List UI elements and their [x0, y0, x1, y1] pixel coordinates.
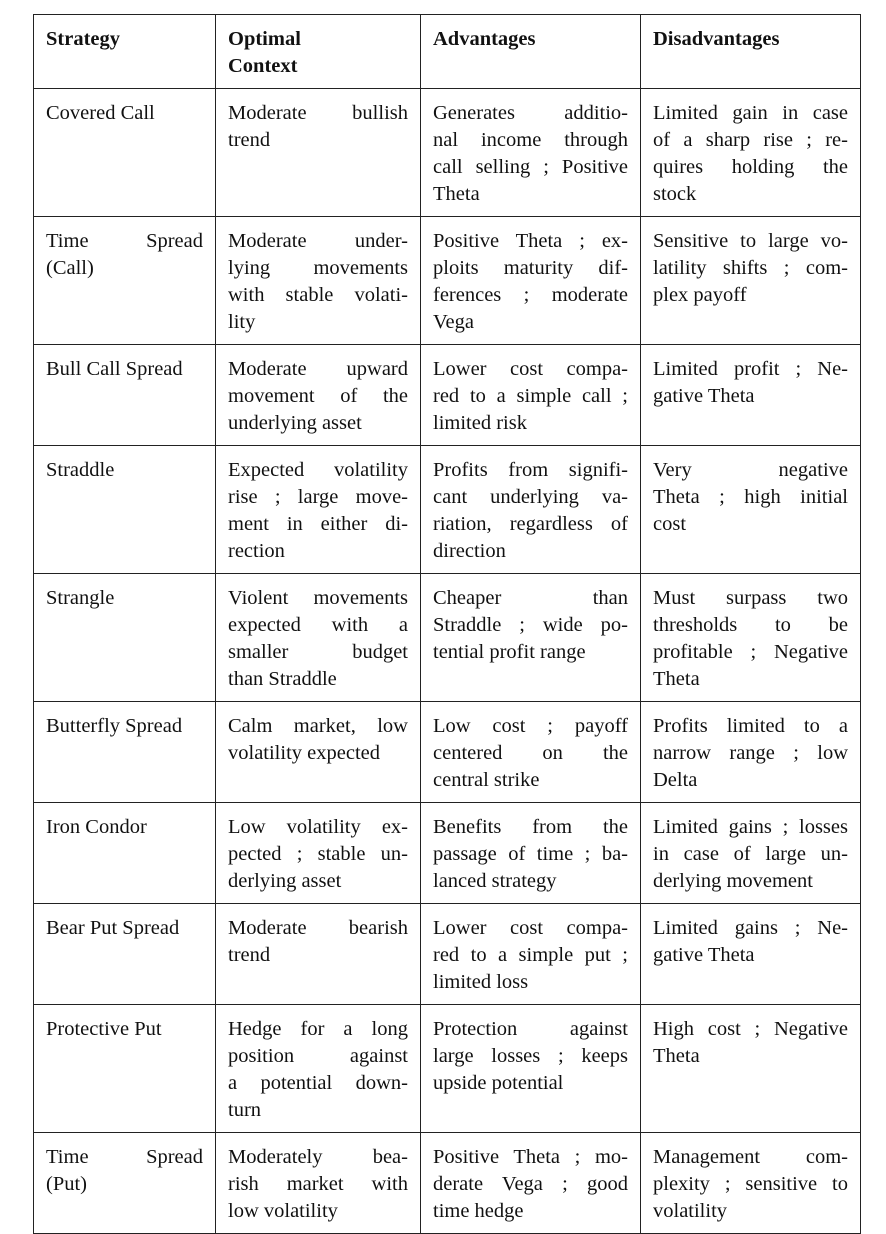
- cell-text-line: time hedge: [433, 1200, 524, 1222]
- cell-text-line: Time Spread: [46, 230, 203, 252]
- cell-text-line: Theta ; high initial: [653, 486, 848, 508]
- disadvantages-cell: [641, 1005, 861, 1133]
- cell-text-line: derate Vega ; good: [433, 1173, 628, 1195]
- cell-text-line: Very negative: [653, 459, 848, 481]
- strategy-cell: [34, 574, 216, 702]
- cell-text-line: (Put): [46, 1173, 87, 1195]
- cell-text-line: Profits from signifi-: [433, 459, 628, 481]
- table-row: [34, 89, 861, 217]
- column-header-optimal-context: [216, 15, 421, 89]
- cell-text-line: Violent movements: [228, 587, 408, 609]
- table-row: [34, 904, 861, 1005]
- strategy-cell: [34, 1005, 216, 1133]
- advantages-cell: [421, 574, 641, 702]
- cell-text-line: ferences ; moderate: [433, 284, 628, 306]
- cell-text-line: upside potential: [433, 1072, 564, 1094]
- cell-text-line: than Straddle: [228, 668, 337, 690]
- table-row: [34, 345, 861, 446]
- cell-text-line: ment in either di-: [228, 513, 408, 535]
- advantages-cell: [421, 1005, 641, 1133]
- cell-text-line: Vega: [433, 311, 474, 333]
- cell-text-line: derlying asset: [228, 870, 342, 892]
- cell-text-line: centered on the: [433, 742, 628, 764]
- strategy-cell: [34, 446, 216, 574]
- advantages-cell: [421, 217, 641, 345]
- cell-text-line: large losses ; keeps: [433, 1045, 628, 1067]
- cell-text-line: a potential down-: [228, 1072, 408, 1094]
- cell-text-line: pected ; stable un-: [228, 843, 408, 865]
- optimal-context-cell: [216, 446, 421, 574]
- cell-text-line: Straddle ; wide po-: [433, 614, 628, 636]
- cell-text-line: cost: [653, 513, 687, 535]
- table-row: [34, 702, 861, 803]
- cell-text-line: Management com-: [653, 1146, 848, 1168]
- cell-text-line: Optimal: [228, 28, 301, 50]
- cell-text-line: Butterfly Spread: [46, 715, 183, 737]
- table-row: [34, 217, 861, 345]
- strategy-cell: [34, 217, 216, 345]
- cell-text-line: call selling ; Positive: [433, 156, 628, 178]
- cell-text-line: lying movements: [228, 257, 408, 279]
- disadvantages-cell: [641, 574, 861, 702]
- cell-text-line: of a sharp rise ; re-: [653, 129, 848, 151]
- advantages-cell: [421, 345, 641, 446]
- cell-text-line: red to a simple put ;: [433, 944, 628, 966]
- cell-text-line: Cheaper than: [433, 587, 628, 609]
- cell-text-line: High cost ; Negative: [653, 1018, 848, 1040]
- table-row: [34, 574, 861, 702]
- cell-text-line: (Call): [46, 257, 94, 279]
- cell-text-line: Straddle: [46, 459, 115, 481]
- disadvantages-cell: [641, 803, 861, 904]
- optimal-context-cell: [216, 1005, 421, 1133]
- cell-text-line: Theta: [433, 183, 480, 205]
- cell-text-line: Disadvantages: [653, 28, 780, 50]
- disadvantages-cell: [641, 1133, 861, 1234]
- cell-text-line: derlying movement: [653, 870, 813, 892]
- cell-text-line: Sensitive to large vo-: [653, 230, 848, 252]
- cell-text-line: profitable ; Negative: [653, 641, 848, 663]
- cell-text-line: volatility expected: [228, 742, 380, 764]
- advantages-cell: [421, 904, 641, 1005]
- disadvantages-cell: [641, 217, 861, 345]
- cell-text-line: gative Theta: [653, 385, 755, 407]
- cell-text-line: latility shifts ; com-: [653, 257, 848, 279]
- cell-text-line: rise ; large move-: [228, 486, 408, 508]
- advantages-cell: [421, 803, 641, 904]
- cell-text-line: Context: [228, 55, 298, 77]
- advantages-cell: [421, 446, 641, 574]
- cell-text-line: Profits limited to a: [653, 715, 848, 737]
- cell-text-line: Covered Call: [46, 102, 155, 124]
- cell-text-line: cant underlying va-: [433, 486, 628, 508]
- strategy-comparison-table: [33, 14, 861, 1234]
- cell-text-line: low volatility: [228, 1200, 338, 1222]
- cell-text-line: Low volatility ex-: [228, 816, 408, 838]
- column-header-advantages: [421, 15, 641, 89]
- advantages-cell: [421, 1133, 641, 1234]
- cell-text-line: Protection against: [433, 1018, 628, 1040]
- column-header-disadvantages: [641, 15, 861, 89]
- optimal-context-cell: [216, 803, 421, 904]
- optimal-context-cell: [216, 1133, 421, 1234]
- cell-text-line: central strike: [433, 769, 540, 791]
- cell-text-line: Limited profit ; Ne-: [653, 358, 848, 380]
- cell-text-line: stock: [653, 183, 697, 205]
- cell-text-line: tential profit range: [433, 641, 586, 663]
- cell-text-line: Moderate under-: [228, 230, 408, 252]
- cell-text-line: Lower cost compa-: [433, 358, 628, 380]
- optimal-context-cell: [216, 89, 421, 217]
- cell-text-line: lanced strategy: [433, 870, 557, 892]
- cell-text-line: Advantages: [433, 28, 536, 50]
- cell-text-line: Benefits from the: [433, 816, 628, 838]
- strategy-cell: [34, 904, 216, 1005]
- cell-text-line: plexity ; sensitive to: [653, 1173, 848, 1195]
- cell-text-line: ploits maturity dif-: [433, 257, 628, 279]
- cell-text-line: with stable volati-: [228, 284, 408, 306]
- cell-text-line: Strategy: [46, 28, 121, 50]
- cell-text-line: direction: [433, 540, 506, 562]
- cell-text-line: rection: [228, 540, 285, 562]
- cell-text-line: Delta: [653, 769, 698, 791]
- cell-text-line: narrow range ; low: [653, 742, 848, 764]
- strategy-cell: [34, 1133, 216, 1234]
- cell-text-line: Moderate bearish: [228, 917, 408, 939]
- cell-text-line: expected with a: [228, 614, 408, 636]
- cell-text-line: lity: [228, 311, 256, 333]
- cell-text-line: Limited gains ; Ne-: [653, 917, 848, 939]
- optimal-context-cell: [216, 574, 421, 702]
- cell-text-line: Limited gain in case: [653, 102, 848, 124]
- table-row: [34, 446, 861, 574]
- cell-text-line: Theta: [653, 1045, 700, 1067]
- cell-text-line: Low cost ; payoff: [433, 715, 628, 737]
- cell-text-line: thresholds to be: [653, 614, 848, 636]
- cell-text-line: limited risk: [433, 412, 527, 434]
- cell-text-line: volatility: [653, 1200, 728, 1222]
- disadvantages-cell: [641, 89, 861, 217]
- strategy-cell: [34, 803, 216, 904]
- cell-text-line: Time Spread: [46, 1146, 203, 1168]
- cell-text-line: Generates additio-: [433, 102, 628, 124]
- optimal-context-cell: [216, 217, 421, 345]
- header-row: [34, 15, 861, 89]
- optimal-context-cell: [216, 904, 421, 1005]
- column-header-strategy: [34, 15, 216, 89]
- cell-text-line: Expected volatility: [228, 459, 408, 481]
- cell-text-line: trend: [228, 129, 271, 151]
- table-row: [34, 1005, 861, 1133]
- disadvantages-cell: [641, 702, 861, 803]
- optimal-context-cell: [216, 345, 421, 446]
- disadvantages-cell: [641, 904, 861, 1005]
- cell-text-line: Strangle: [46, 587, 115, 609]
- cell-text-line: Protective Put: [46, 1018, 162, 1040]
- strategy-cell: [34, 702, 216, 803]
- cell-text-line: nal income through: [433, 129, 628, 151]
- disadvantages-cell: [641, 345, 861, 446]
- cell-text-line: Bull Call Spread: [46, 358, 183, 380]
- advantages-cell: [421, 702, 641, 803]
- cell-text-line: limited loss: [433, 971, 529, 993]
- cell-text-line: position against: [228, 1045, 408, 1067]
- cell-text-line: riation, regardless of: [433, 513, 628, 535]
- cell-text-line: underlying asset: [228, 412, 362, 434]
- cell-text-line: gative Theta: [653, 944, 755, 966]
- table-row: [34, 1133, 861, 1234]
- advantages-cell: [421, 89, 641, 217]
- cell-text-line: red to a simple call ;: [433, 385, 628, 407]
- cell-text-line: in case of large un-: [653, 843, 848, 865]
- cell-text-line: rish market with: [228, 1173, 408, 1195]
- cell-text-line: Must surpass two: [653, 587, 848, 609]
- cell-text-line: turn: [228, 1099, 262, 1121]
- strategy-cell: [34, 89, 216, 217]
- strategy-cell: [34, 345, 216, 446]
- cell-text-line: Moderately bea-: [228, 1146, 408, 1168]
- cell-text-line: Moderate upward: [228, 358, 408, 380]
- cell-text-line: Limited gains ; losses: [653, 816, 848, 838]
- cell-text-line: passage of time ; ba-: [433, 843, 628, 865]
- cell-text-line: Moderate bullish: [228, 102, 408, 124]
- cell-text-line: Lower cost compa-: [433, 917, 628, 939]
- cell-text-line: smaller budget: [228, 641, 408, 663]
- cell-text-line: quires holding the: [653, 156, 848, 178]
- cell-text-line: Theta: [653, 668, 700, 690]
- cell-text-line: plex payoff: [653, 284, 747, 306]
- cell-text-line: trend: [228, 944, 271, 966]
- disadvantages-cell: [641, 446, 861, 574]
- optimal-context-cell: [216, 702, 421, 803]
- cell-text-line: Bear Put Spread: [46, 917, 180, 939]
- cell-text-line: Hedge for a long: [228, 1018, 408, 1040]
- cell-text-line: Iron Condor: [46, 816, 147, 838]
- cell-text-line: Positive Theta ; mo-: [433, 1146, 628, 1168]
- cell-text-line: Calm market, low: [228, 715, 408, 737]
- cell-text-line: movement of the: [228, 385, 408, 407]
- table-row: [34, 803, 861, 904]
- cell-text-line: Positive Theta ; ex-: [433, 230, 628, 252]
